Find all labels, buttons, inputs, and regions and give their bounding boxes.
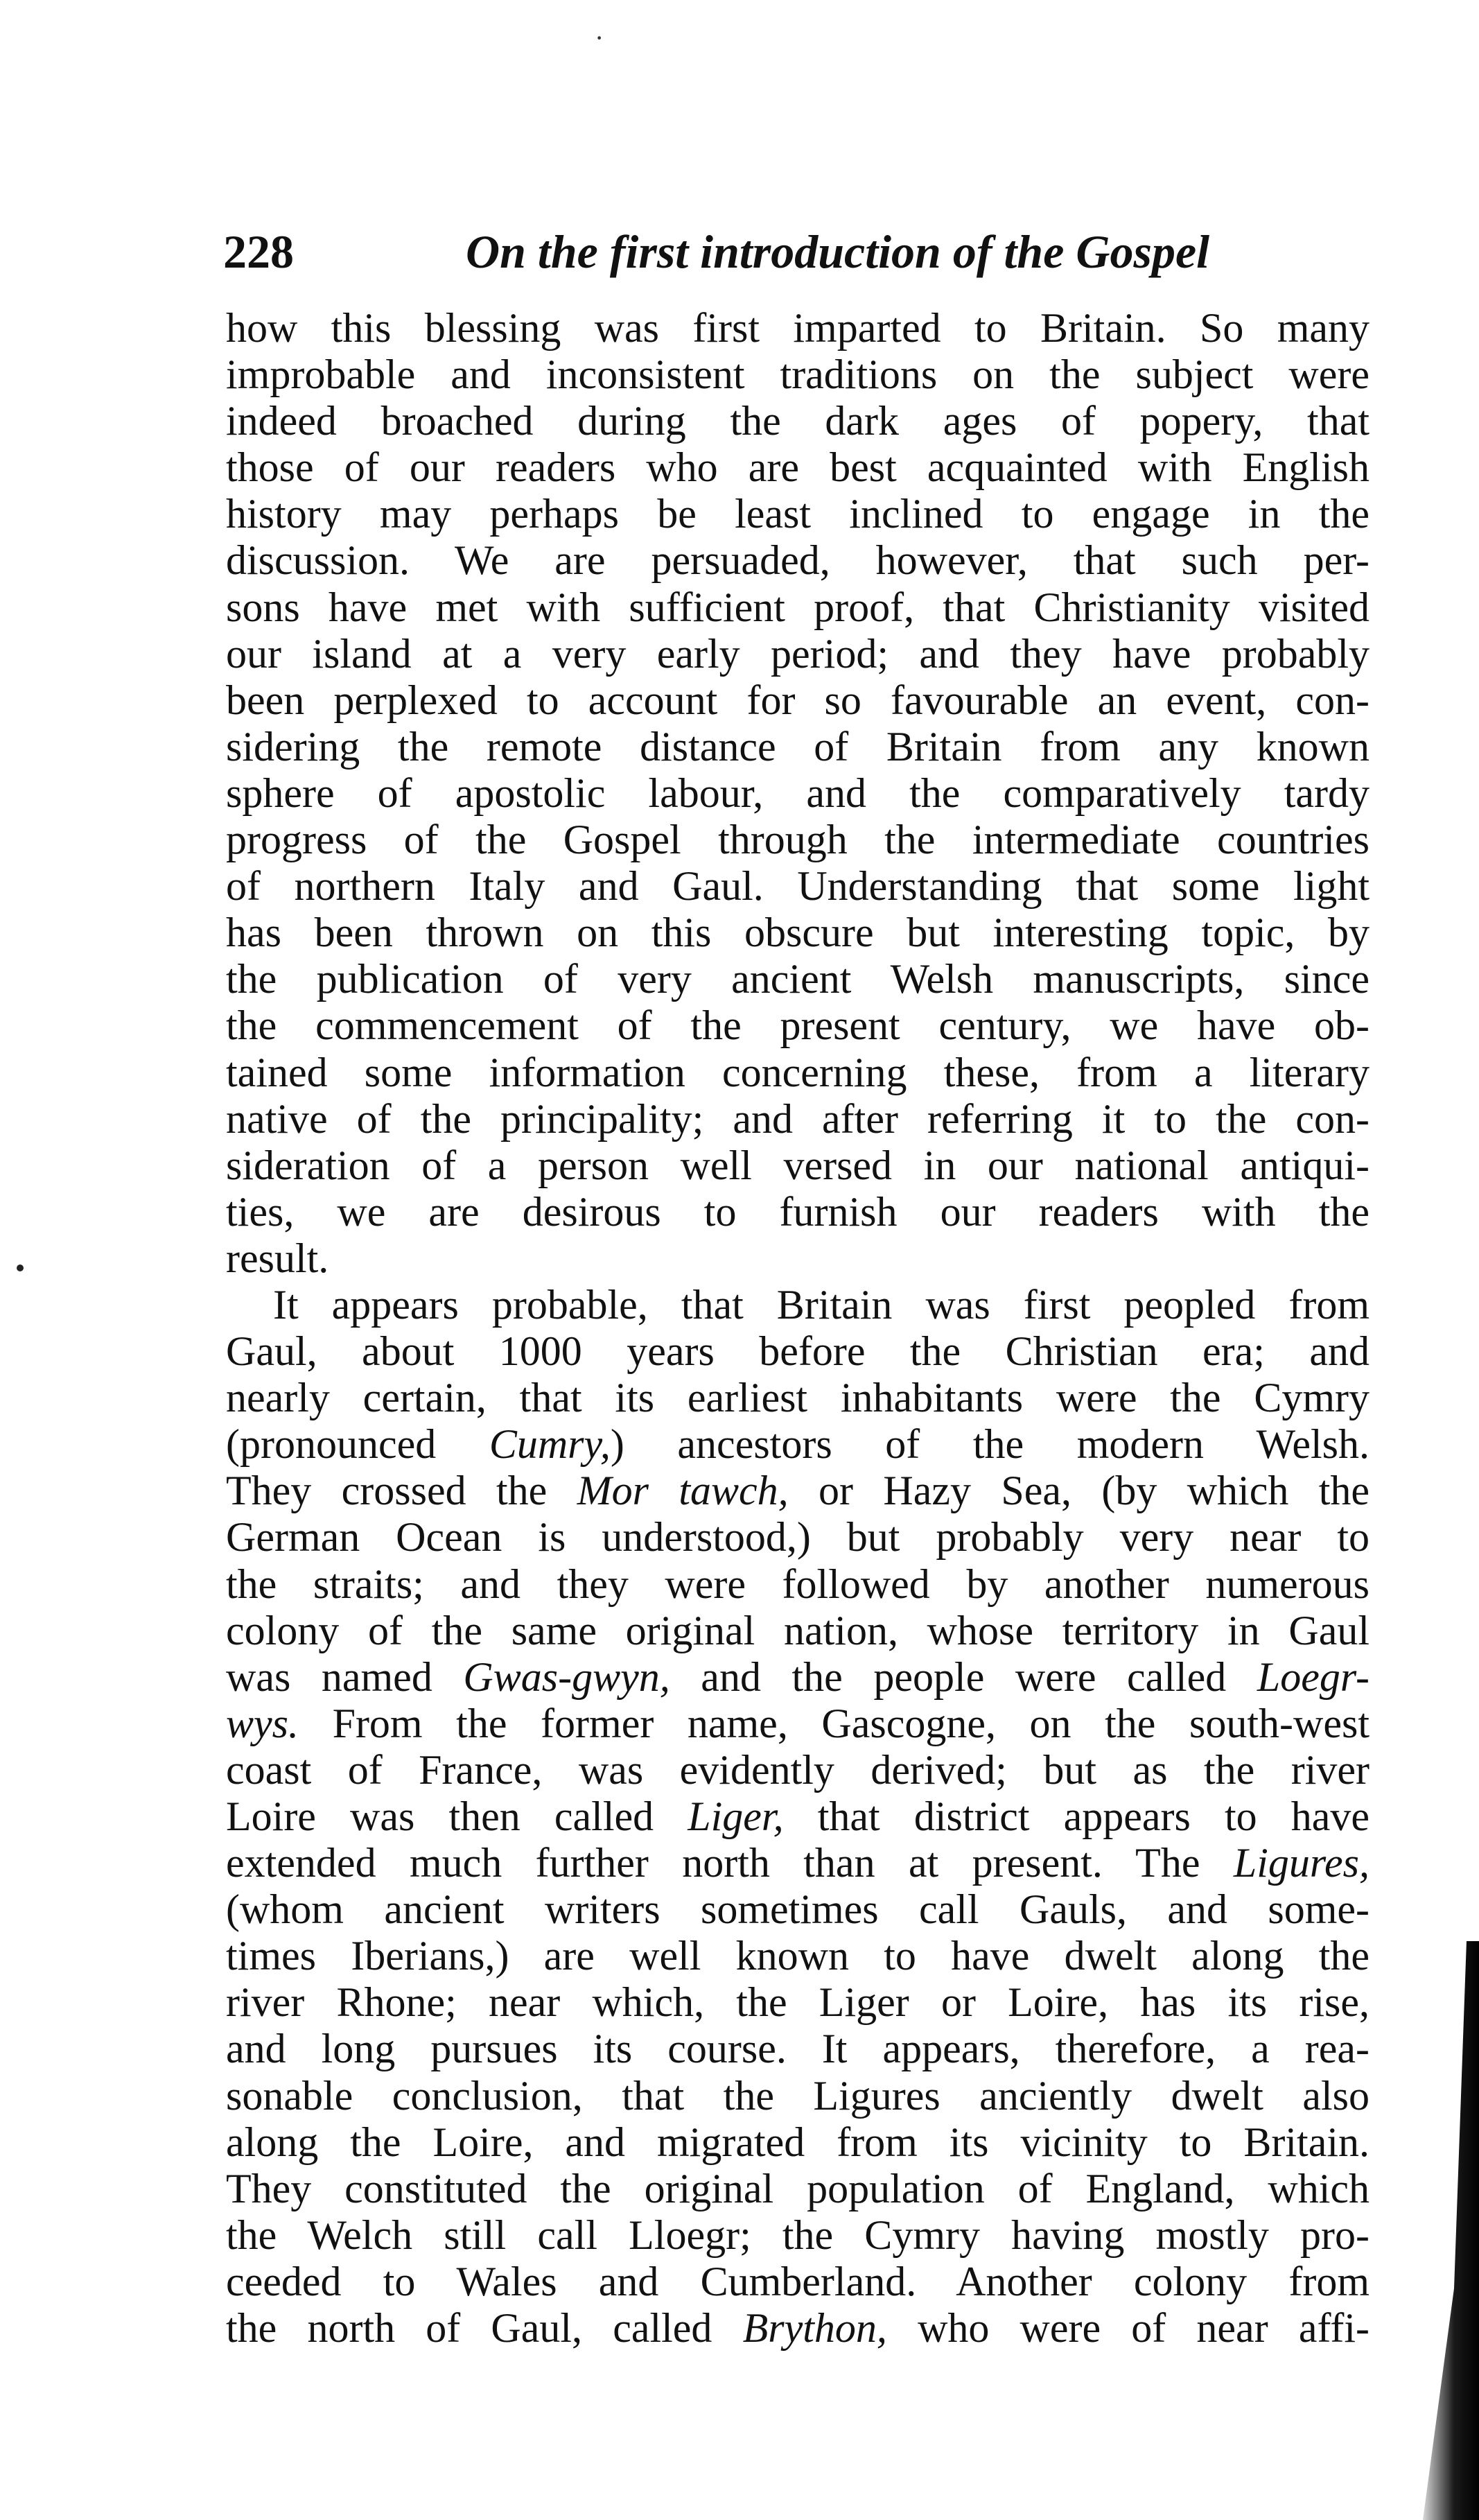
text-line: result. [226,1235,329,1281]
text-line: river Rhone; near which, the Liger or Loire, has its rise, [226,1979,1369,2026]
text-line: been perplexed to account for so favourable an event, con- [226,677,1369,723]
text-line: times Iberians,) are well known to have dwelt along the [226,1933,1369,1979]
text-line: how this blessing was first imparted to Britain. So many [226,305,1369,351]
text-line: (whom ancient writers sometimes call Gauls, and some- [226,1886,1369,1933]
text-line: along the Loire, and migrated from its vicinity to Britain. [226,2119,1369,2165]
page-header [223,220,1210,283]
text-line: of northern Italy and Gaul. Understanding that some light [226,863,1369,910]
text-line: the Welch still call Lloegr; the Cymry having mostly pro- [226,2211,1369,2258]
page-edge-shadow [1417,1941,1479,2520]
text-line: sidering the remote distance of Britain from any known [226,723,1369,770]
text-line: coast of France, was evidently derived; but as the river [226,1746,1369,1793]
text-line: wys. From the former name, Gascogne, on the south-west [226,1700,1369,1746]
text-line: (pronounced Cumry,) ancestors of the modern Welsh. [226,1421,1369,1468]
text-line: nearly certain, that its earliest inhabitants were the Cymry [226,1375,1369,1421]
text-line: German Ocean is understood,) but probably very near to [226,1514,1369,1561]
text-line: Loire was then called Liger, that district appears to have [226,1793,1369,1839]
text-line: ceeded to Wales and Cumberland. Another colony from [226,2258,1369,2304]
text-line: sphere of apostolic labour, and the comparatively tardy [226,770,1369,816]
text-line: discussion. We are persuaded, however, that such per- [226,537,1369,584]
text-line: those of our readers who are best acquainted with English [226,444,1369,491]
text-line: sons have met with sufficient proof, that Christianity visited [226,584,1369,630]
text-line: the north of Gaul, called Brython, who were of near affi- [226,2305,1369,2352]
text-line: our island at a very early period; and they have probably [226,630,1369,677]
text-line: improbable and inconsistent traditions on the subject were [226,351,1369,398]
text-line: Gaul, about 1000 years before the Christian era; and [226,1328,1369,1375]
text-line: sideration of a person well versed in our national antiqui- [226,1142,1369,1188]
text-line: It appears probable, that Britain was first peopled from [273,1281,1369,1328]
body-text [226,305,1369,2352]
paragraph-1 [226,305,1369,1282]
text-line: indeed broached during the dark ages of popery, that [226,398,1369,444]
ink-speck: · [595,22,604,53]
text-line: progress of the Gospel through the intermediate countries [226,817,1369,863]
text-line: history may perhaps be least inclined to engage in the [226,491,1369,537]
text-line: has been thrown on this obscure but interesting topic, by [226,910,1369,956]
page-number: 228 [223,225,294,278]
text-line: ties, we are desirous to furnish our readers with the [226,1188,1369,1235]
text-line: They constituted the original population of England, which [226,2165,1369,2211]
text-line: the straits; and they were followed by another numerous [226,1561,1369,1607]
text-line: the publication of very ancient Welsh manuscripts, since [226,956,1369,1002]
text-line: the commencement of the present century, we have ob- [226,1002,1369,1049]
text-line: extended much further north than at present. The Ligures, [226,1840,1369,1886]
running-title: On the first introduction of the Gospel [466,225,1210,278]
paragraph-2 [226,1282,1369,2352]
text-line: and long pursues its course. It appears, therefore, a rea- [226,2026,1369,2072]
text-line: colony of the same original nation, whose territory in Gaul [226,1607,1369,1653]
text-line: native of the principality; and after referring it to the con- [226,1095,1369,1142]
text-line: sonable conclusion, that the Ligures anciently dwelt also [226,2072,1369,2119]
margin-ink-dot [17,1265,24,1271]
text-line: tained some information concerning these, from a literary [226,1049,1369,1095]
text-line: was named Gwas-gwyn, and the people were called Loegr- [226,1653,1369,1700]
text-line: They crossed the Mor tawch, or Hazy Sea, (by which the [226,1468,1369,1514]
